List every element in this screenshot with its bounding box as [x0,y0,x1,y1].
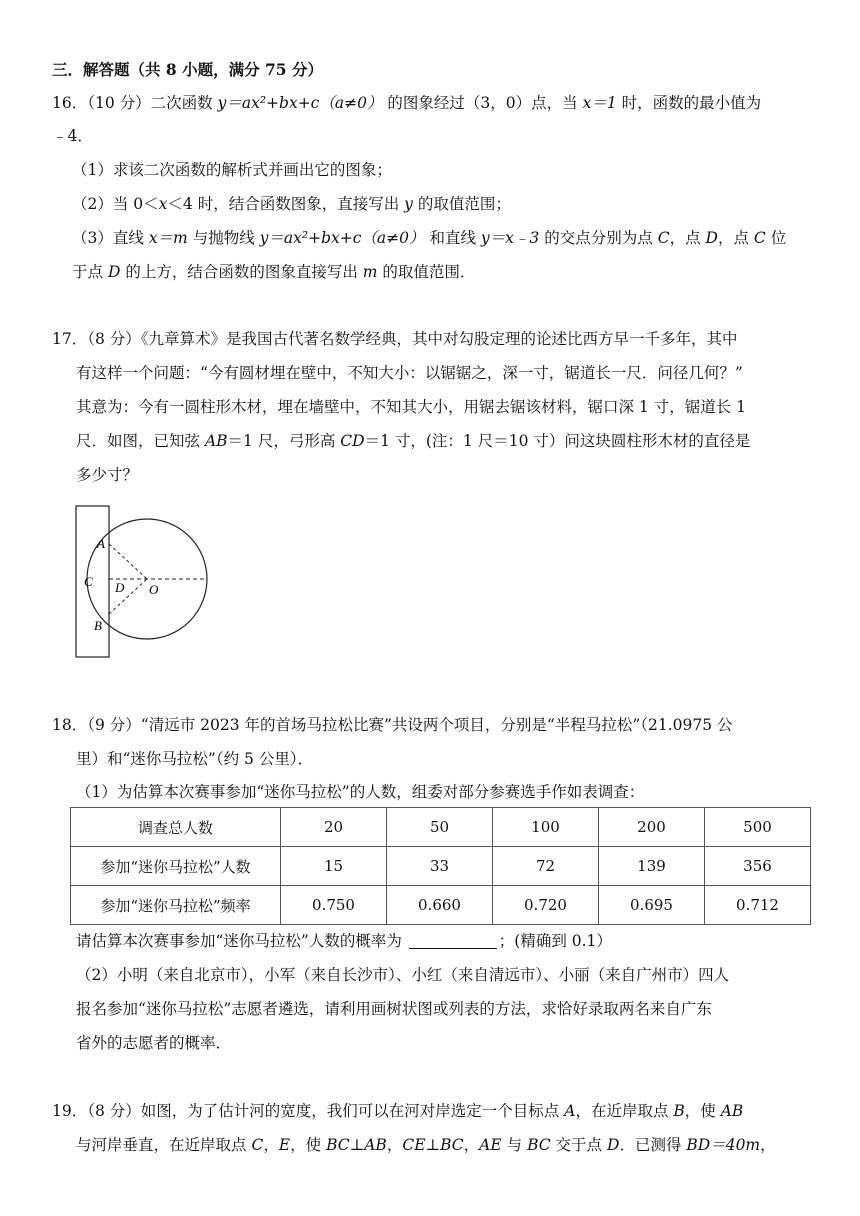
q19-text: ，使 [290,1136,322,1154]
q16-condition: x＝1 [582,94,617,112]
label-b: B [94,618,102,633]
q17-line-1 [52,328,738,350]
q17-line-4 [76,430,750,452]
q17-text: 《九章算术》是我国古代著名数学经典，其中对勾股定理的论述比西方早一千多年，其中 [140,330,738,348]
q19-text: 交于点 [555,1136,603,1154]
q16-score: （10 分） [87,94,151,112]
q16-var: y＝x﹣3 [480,229,540,247]
q16-part-1: （1）求该二次函数的解析式并画出它的图象； [72,161,392,179]
table-cell: 0.720 [493,886,599,925]
q16-text: 的上方，结合函数的图象直接写出 [125,263,358,281]
q19-text: ，在近岸取点 [575,1102,669,1120]
table-row [71,808,811,847]
label-d: D [115,580,125,595]
table-cell: 200 [599,808,705,847]
survey-table [70,807,811,925]
table-cell: 50 [387,808,493,847]
q16-text: 的取值范围； [417,195,511,213]
q19-var: BD＝40m [686,1136,761,1154]
q19-line-2 [76,1134,776,1156]
q18-score: （9 分） [87,716,141,734]
q16-var: C [657,229,670,247]
q16-text: ，点 [669,229,701,247]
label-a: A [97,536,105,551]
table-row [71,886,811,925]
q19-text: ， [760,1136,776,1154]
q19-text: ．已测得 [619,1136,682,1154]
q16-var: x＝m [148,229,188,247]
q16-text: （3）直线 [72,229,144,247]
q16-var: C [753,229,766,247]
q19-var: AE [479,1136,502,1154]
q17-score: （8 分） [87,330,141,348]
table-cell: 0.750 [281,886,387,925]
q16-text: 的取值范围． [382,263,476,281]
q17-line-3: 其意为：今有一圆柱形木材，埋在墙壁中，不知其大小，用锯去锯该材料，锯口深 1 寸，锯道长 1 [76,398,747,416]
table-cell: 356 [705,847,811,886]
q17-text: 尺．如图，已知弦 [76,432,201,450]
q19-text: ， [386,1136,403,1154]
q16-var: y＝ax²+bx+c（a≠0） [259,229,425,247]
q17-text: ＝1 寸，(注：1 尺＝10 寸）问这块圆柱形木材的直径是 [364,432,751,450]
q18-part-2-line-1: （2）小明（来自北京市），小军（来自长沙市）、小红（来自清远市）、小丽（来自广州市）四人 [76,966,730,984]
q16-text: ，点 [717,229,749,247]
table-cell: 500 [705,808,811,847]
table-cell: 0.712 [705,886,811,925]
q19-number: 19． [52,1102,88,1120]
q19-text: ，使 [684,1102,716,1120]
table-cell: 0.695 [599,886,705,925]
table-cell: 0.660 [387,886,493,925]
q16-text: 与抛物线 [192,229,255,247]
q19-var: A [564,1102,576,1120]
q19-line-1 [52,1100,743,1122]
q19-var: BC [527,1136,551,1154]
q19-var: E [278,1136,291,1154]
q16-line-2: ﹣4． [52,127,93,145]
q19-var: C [251,1136,264,1154]
q16-function: y＝ax²+bx+c（a≠0） [217,94,383,112]
q16-text: 二次函数 [150,94,213,112]
radius-oa [109,544,147,579]
q16-text: 的图象经过（3，0）点，当 [387,94,578,112]
q18-line-1 [52,714,733,736]
table-row [71,847,811,886]
q16-var: m [362,263,378,281]
q18-text: 请估算本次赛事参加“迷你马拉松”人数的概率为 [76,932,402,950]
table-cell: 72 [493,847,599,886]
q18-part-1: （1）为估算本次赛事参加“迷你马拉松”的人数，组委对部分参赛选手作如表调查： [76,783,645,801]
table-cell: 33 [387,847,493,886]
q16-part-3 [72,227,786,249]
answer-blank[interactable] [409,932,497,949]
table-cell: 139 [599,847,705,886]
q16-text: ＜4 时，结合函数图象，直接写出 [167,195,400,213]
q19-var: BC⊥AB [326,1136,387,1154]
q19-text: 如图，为了估计河的宽度，我们可以在河对岸选定一个目标点 [140,1102,560,1120]
q16-line-1 [52,92,761,114]
q16-text: （2）当 0＜ [72,195,159,213]
q16-part-3-cont [72,261,475,283]
q18-text: “清远市 2023 年的首场马拉松比赛”共设两个项目，分别是“半程马拉松”（21.0975 公 [140,716,733,734]
q16-text: 和直线 [429,229,476,247]
q19-text: 与河岸垂直，在近岸取点 [76,1136,247,1154]
q19-var: AB [720,1102,744,1120]
q17-line-2: 有这样一个问题：“今有圆材埋在壁中，不知大小：以锯锯之，深一寸，锯道长一尺．问径几何？” [76,364,743,382]
label-c: C [84,574,93,589]
label-o: O [149,582,159,597]
q18-line-2: 里）和“迷你马拉松”（约 5 公里）． [76,750,314,768]
q19-text: 与 [506,1136,523,1154]
q19-text: ， [263,1136,279,1154]
q16-text: 的交点分别为点 [544,229,653,247]
q19-var: D [607,1136,620,1154]
q18-number: 18． [52,716,88,734]
q16-var: D [705,229,718,247]
q18-text: ；(精确到 0.1） [498,932,612,950]
table-row-header: 参加“迷你马拉松”频率 [71,886,281,925]
q17-line-5: 多少寸？ [76,466,139,484]
section-title: 三．解答题（共 8 小题，满分 75 分） [52,60,323,79]
q16-number: 16． [52,94,88,112]
q18-part-2-line-2: 报名参加“迷你马拉松”志愿者遴选，请利用画树状图或列表的方法，求恰好录取两名来自广东 [76,1000,712,1018]
q16-part-2 [72,193,511,215]
q19-var: CE⊥BC [402,1136,464,1154]
q19-score: （8 分） [87,1102,141,1120]
q19-var: B [673,1102,685,1120]
q16-text: 于点 [72,263,104,281]
table-cell: 100 [493,808,599,847]
q17-var: AB [204,432,228,450]
circle-in-wall-figure [70,502,220,662]
table-row-header: 参加“迷你马拉松”人数 [71,847,281,886]
q18-part-2-line-3: 省外的志愿者的概率． [76,1034,232,1052]
table-cell: 15 [281,847,387,886]
q16-text: 位 [770,229,787,247]
q17-var: CD [340,432,365,450]
q16-var: x [158,195,168,213]
q18-fill-line [76,930,612,952]
q16-text: 时，函数的最小值为 [621,94,762,112]
table-cell: 20 [281,808,387,847]
q19-text: ， [463,1136,480,1154]
q16-var: y [404,195,413,213]
q17-text: ＝1 尺，弓形高 [227,432,336,450]
table-row-header: 调查总人数 [71,808,281,847]
q17-number: 17． [52,330,88,348]
q16-var: D [107,263,121,281]
